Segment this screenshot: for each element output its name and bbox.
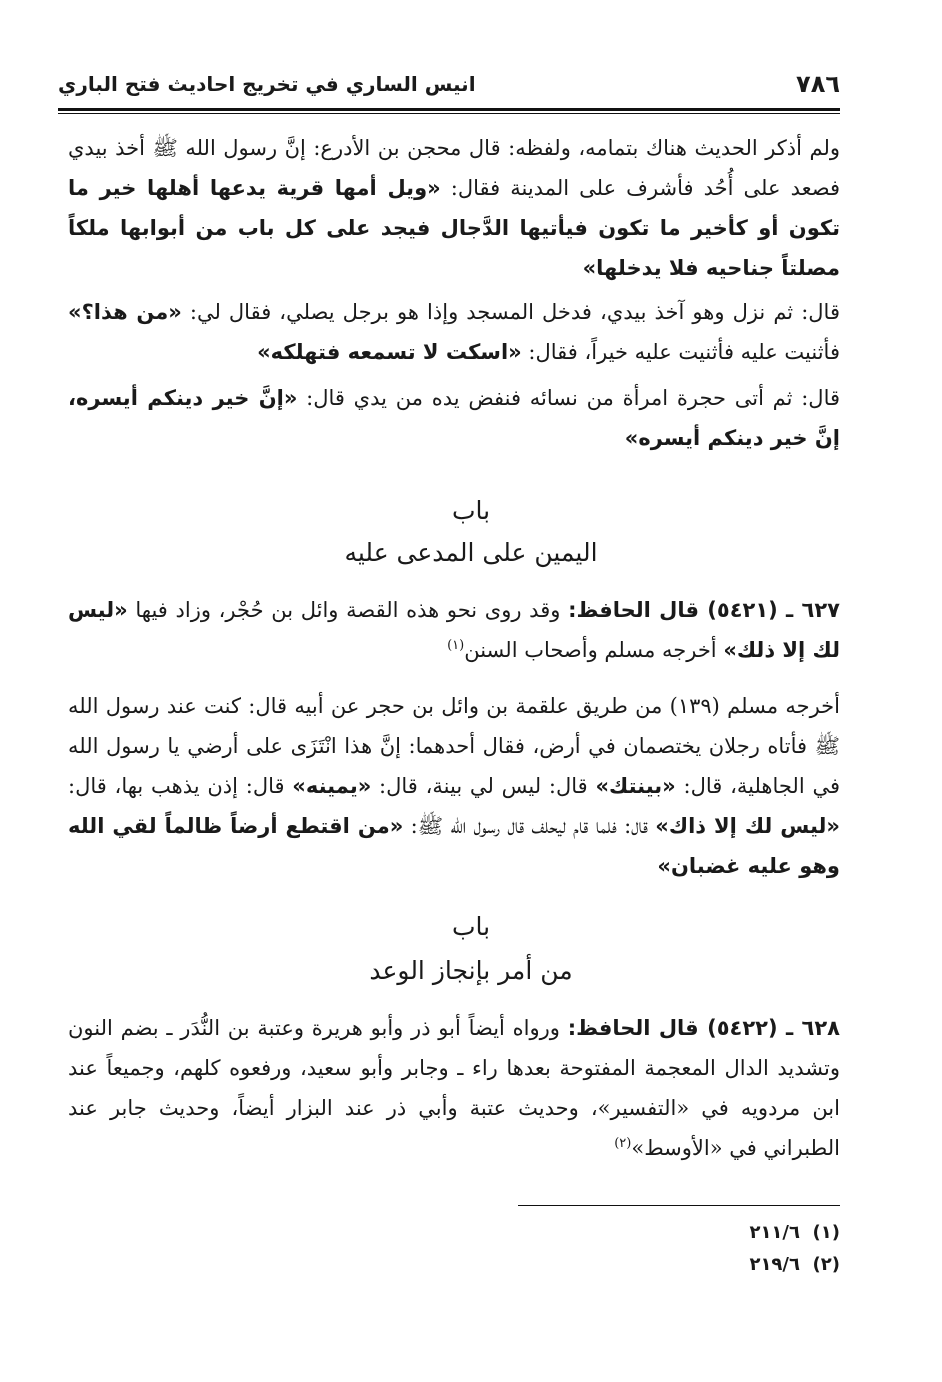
paragraph-1-quote: «ويل أمها قرية يدعها أهلها خير ما تكون أو كأخير ما تكون فيأتيها الدَّجال فيجد على كل باب من أبوابها ملكاً مصلتاً جناحيه فلا يدخلها»: [68, 176, 840, 280]
footnote-ref-1: (١): [447, 638, 465, 653]
page-number: ٧٨٦: [796, 70, 840, 98]
footnote-2-number: (٢): [812, 1254, 840, 1275]
paragraph-2: [68, 292, 840, 372]
hadith-627-quote: «ليس لك إلا ذلك»: [68, 598, 840, 662]
footnote-2-text: ٢١٩/٦: [749, 1254, 800, 1275]
paragraph-2-quote-a: «من هذا؟»: [68, 300, 182, 324]
header-rule: [58, 108, 840, 111]
section-1-bab: باب: [451, 496, 491, 525]
paragraph-2-text-b: فأثنيت عليه فأثنيت عليه خيراً، فقال:: [521, 340, 840, 364]
section-1-title: اليمين على المدعى عليه: [344, 538, 598, 567]
hadith-628-text: ورواه أيضاً أبو ذر وأبو هريرة وعتبة بن النُّدَر ـ بضم النون وتشديد الدال المعجمة المفتوحة بعدها راء ـ وجابر وأبو سعيد، ورفعوه كلهم، وجميعاً عند ابن مردويه في «التفسير»، وحديث عتبة وأبي ذر عند البزار أيضاً، وحديث جابر عند الطبراني في «الأوسط»: [68, 1016, 840, 1160]
paragraph-3: [68, 378, 840, 458]
hadith-627-number: ٦٢٧ ـ (٥٤٢١) قال الحافظ:: [568, 598, 840, 622]
paragraph-3-quote: «إنَّ خير دينكم أيسره، إنَّ خير دينكم أيسره»: [68, 386, 840, 450]
paragraph-2-quote-b: «اسكت لا تسمعه فتهلكه»: [257, 340, 522, 364]
paragraph-4: [68, 686, 840, 886]
footnote-1-number: (١): [812, 1222, 840, 1243]
header-rule-thin: [58, 113, 840, 114]
paragraph-3-text: قال: ثم أتى حجرة امرأة من نسائه فنفض يده من يدي قال:: [297, 386, 841, 410]
paragraph-1: [68, 128, 840, 288]
page-header: [58, 64, 840, 104]
paragraph-4-quote-b: «يمينه»: [292, 774, 372, 798]
footnote-2: [600, 1254, 840, 1275]
hadith-628-number: ٦٢٨ ـ (٥٤٢٢) قال الحافظ:: [567, 1016, 840, 1040]
paragraph-4-quote-d: «من اقتطع أرضاً ظالماً لقي الله وهو عليه غضبان»: [68, 814, 840, 878]
paragraph-4-text-a: أخرجه مسلم (١٣٩) من طريق علقمة بن وائل بن حجر عن أبيه قال: كنت عند رسول الله ﷺ فأتاه رجلان يختصمان في أرض، فقال أحدهما: إنَّ هذا انْتَزَى على أرضي يا رسول الله في الجاهلية، قال:: [68, 694, 840, 798]
footnote-1-text: ٢١١/٦: [749, 1222, 800, 1243]
hadith-628: [68, 1008, 840, 1168]
paragraph-4-quote-a: «بينتك»: [595, 774, 676, 798]
paragraph-4-quote-c: «ليس لك إلا ذاك»: [655, 814, 840, 838]
paragraph-4-text-b: قال: ليس لي بينة، قال:: [371, 774, 596, 798]
hadith-627-text-b: أخرجه مسلم وأصحاب السنن: [464, 638, 724, 662]
footnote-separator: [518, 1205, 840, 1206]
paragraph-2-text-a: قال: ثم نزل وهو آخذ بيدي، فدخل المسجد وإذا هو برجل يصلي، فقال لي:: [181, 300, 840, 324]
footnote-1: [600, 1222, 840, 1243]
hadith-627: [68, 590, 840, 670]
paragraph-1-text: ولم أذكر الحديث هناك بتمامه، ولفظه: قال محجن بن الأدرع: إنَّ رسول الله ﷺ أخذ بيدي فصعد على أُحُد فأشرف على المدينة فقال:: [68, 136, 840, 200]
section-2-title: من أمر بإنجاز الوعد: [369, 956, 573, 985]
hadith-627-text-a: وقد روى نحو هذه القصة وائل بن حُجْر، وزاد فيها: [127, 598, 569, 622]
paragraph-4-text-c: قال: إذن يذهب بها، قال:: [68, 774, 293, 798]
section-2-bab: باب: [451, 912, 491, 941]
paragraph-4-text-d: قال: فلما قام ليحلف قال رسول الله ﷺ:: [403, 814, 656, 838]
running-title: انيس الساري في تخريج احاديث فتح الباري: [58, 72, 476, 96]
footnote-ref-2: (٢): [614, 1136, 632, 1151]
